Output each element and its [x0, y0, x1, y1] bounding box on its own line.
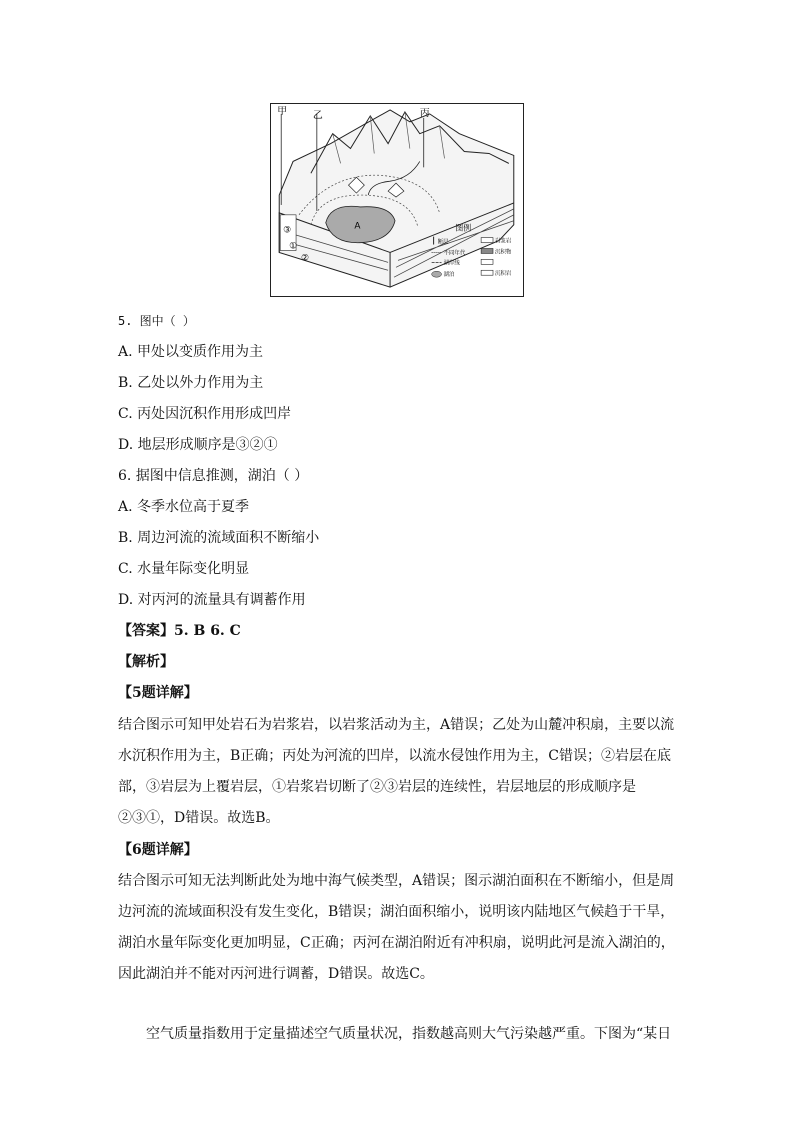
q6-option-a: A. 冬季水位高于夏季	[118, 499, 250, 515]
legend-item-sedimentary-rock: 沉积岩	[494, 271, 512, 278]
legend-item-lake: 湖泊	[443, 272, 455, 279]
q6-detail-heading: 【6题详解】	[118, 842, 198, 858]
label-yi: 乙	[312, 109, 323, 121]
legend-item-sediment: 沉积物	[494, 249, 512, 256]
block-diagram-svg	[271, 104, 523, 296]
label-jia: 甲	[277, 105, 288, 117]
q6-option-c: C. 水量年际变化明显	[118, 561, 250, 577]
next-question-intro: 空气质量指数用于定量描述空气质量状况，指数越高则大气污染越严重。下图为“某日	[146, 1026, 672, 1042]
geology-block-diagram	[270, 103, 524, 297]
q6-option-b: B. 周边河流的流域面积不断缩小	[118, 530, 320, 546]
q6-detail-text: 结合图示可知无法判断此处为地中海气候类型，A错误；图示湖泊面积在不断缩小，但是周边河流的流域面积没有发生变化，B错误；湖泊面积缩小，说明该内陆地区气候趋于干旱，湖泊水量年际变化更加明显，C正确；丙河在湖泊附近有冲积扇，说明此河是流入湖泊的，因此湖泊并不能对丙河进行调蓄，D错误。故选C。	[118, 873, 675, 982]
legend-item-magma: 岩浆岩	[494, 238, 512, 245]
legend-item-shoreline: 湖岸线	[443, 260, 460, 267]
legend-item-age: 不同年代	[443, 250, 466, 257]
legend-title: 图例	[455, 223, 472, 233]
label-layer-3: ③	[283, 225, 292, 236]
q5-option-d: D. 地层形成顺序是③②①	[118, 437, 278, 453]
q5-option-c: C. 丙处因沉积作用形成凹岸	[118, 406, 292, 422]
legend-item-fault: 断层	[437, 239, 449, 246]
answer-line: 【答案】5. B 6. C	[118, 623, 241, 639]
q5-stem: 5. 图中（ ）	[118, 314, 195, 328]
q5-option-b: B. 乙处以外力作用为主	[118, 375, 264, 391]
q5-detail-text-block	[118, 710, 678, 834]
analysis-heading: 【解析】	[118, 654, 174, 670]
label-lake-a: A	[354, 221, 361, 232]
q5-option-a: A. 甲处以变质作用为主	[118, 344, 264, 360]
label-bing: 丙	[419, 107, 430, 119]
q6-detail-text-block	[118, 866, 678, 990]
q5-detail-heading: 【5题详解】	[118, 685, 198, 701]
label-layer-1: ①	[289, 241, 298, 252]
q6-stem: 6. 据图中信息推测，湖泊（ ）	[118, 468, 309, 484]
q5-detail-text: 结合图示可知甲处岩石为岩浆岩，以岩浆活动为主，A错误；乙处为山麓冲积扇，主要以流水沉积作用为主，B正确；丙处为河流的凹岸，以流水侵蚀作用为主，C错误；②岩层在底部，③岩层为上覆岩层，①岩浆岩切断了②③岩层的连续性，岩层地层的形成顺序是②③①，D错误。故选B。	[118, 717, 675, 826]
label-layer-2: ②	[301, 253, 309, 264]
q6-option-d: D. 对丙河的流量具有调蓄作用	[118, 592, 306, 608]
next-question-intro-block	[118, 1019, 678, 1050]
